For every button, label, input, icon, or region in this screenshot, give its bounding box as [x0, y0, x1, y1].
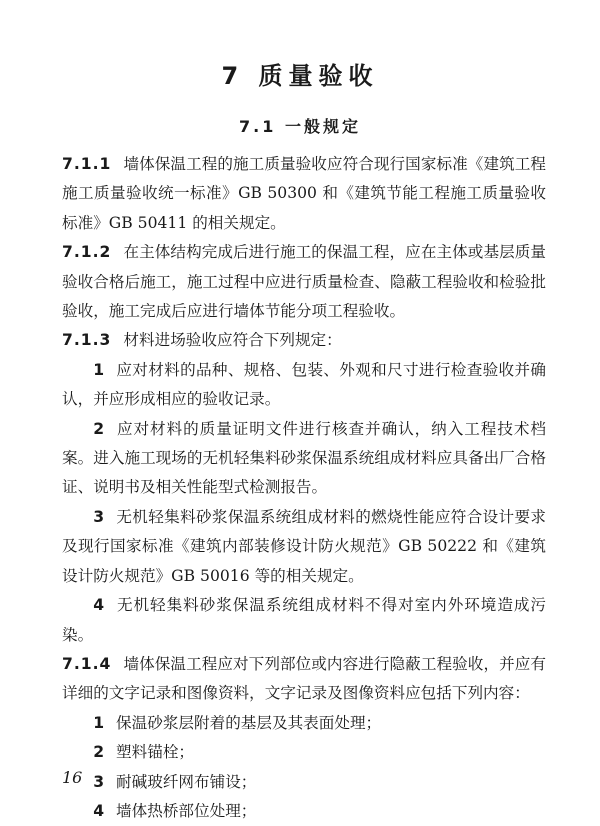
chapter-title: 7 质量验收	[221, 62, 379, 90]
clause-7-1-4-item-2	[62, 738, 546, 767]
clause-text: 墙体保温工程应对下列部位或内容进行隐蔽工程验收，并应有详细的文字记录和图像资料，文字记录及图像资料应包括下列内容：	[62, 654, 546, 703]
item-number: 3	[93, 772, 105, 791]
clause-7-1-4	[62, 650, 546, 709]
item-text: 应对材料的品种、规格、包装、外观和尺寸进行检查验收并确认，并应形成相应的验收记录。	[62, 360, 546, 409]
item-number: 1	[93, 713, 105, 732]
item-text: 保温砂浆层附着的基层及其表面处理；	[116, 713, 382, 732]
item-text: 无机轻集料砂浆保温系统组成材料的燃烧性能应符合设计要求及现行国家标准《建筑内部装修设计防火规范》GB 50222 和《建筑设计防火规范》GB 50016 等的相关规定。	[62, 507, 546, 585]
clause-number: 7.1.1	[62, 155, 112, 173]
clause-text: 在主体结构完成后进行施工的保温工程，应在主体或基层质量验收合格后施工，施工过程中应进行质量检查、隐蔽工程验收和检验批验收，施工完成后应进行墙体节能分项工程验收。	[62, 243, 546, 321]
item-number: 1	[93, 360, 105, 379]
item-number: 2	[93, 419, 105, 438]
item-text: 无机轻集料砂浆保温系统组成材料不得对室内外环境造成污染。	[62, 596, 546, 644]
item-text: 墙体热桥部位处理；	[116, 801, 257, 820]
clause-text: 墙体保温工程的施工质量验收应符合现行国家标准《建筑工程施工质量验收统一标准》GB 50300 和《建筑节能工程施工质量验收标准》GB 50411 的相关规定。	[62, 155, 546, 232]
clause-7-1-1	[62, 150, 546, 238]
item-text: 耐碱玻纤网布铺设；	[116, 772, 257, 791]
clause-number: 7.1.4	[62, 654, 112, 673]
item-number: 4	[93, 596, 105, 615]
clause-number: 7.1.2	[62, 243, 112, 262]
clause-7-1-2	[62, 238, 546, 326]
clause-7-1-3-item-4	[62, 591, 546, 650]
item-text: 应对材料的质量证明文件进行核查并确认，纳入工程技术档案。进入施工现场的无机轻集料砂浆保温系统组成材料应具备出厂合格证、说明书及相关性能型式检测报告。	[62, 419, 546, 497]
clause-7-1-3-item-2	[62, 415, 546, 503]
clause-7-1-4-item-1	[62, 709, 546, 738]
page-number: 16	[62, 768, 83, 787]
section-title: 7.1 一般规定	[239, 117, 361, 136]
clause-number: 7.1.3	[62, 331, 112, 350]
clause-text: 材料进场验收应符合下列规定：	[123, 331, 342, 350]
clause-7-1-4-item-4	[62, 797, 546, 826]
clause-7-1-3	[62, 326, 546, 355]
clause-7-1-4-item-3	[62, 768, 546, 797]
item-number: 3	[93, 507, 105, 526]
item-number: 2	[93, 743, 105, 762]
document-body	[62, 150, 546, 826]
clause-7-1-3-item-3	[62, 503, 546, 591]
item-number: 4	[93, 801, 105, 820]
clause-7-1-3-item-1	[62, 356, 546, 415]
item-text: 塑料锚栓；	[116, 743, 195, 762]
